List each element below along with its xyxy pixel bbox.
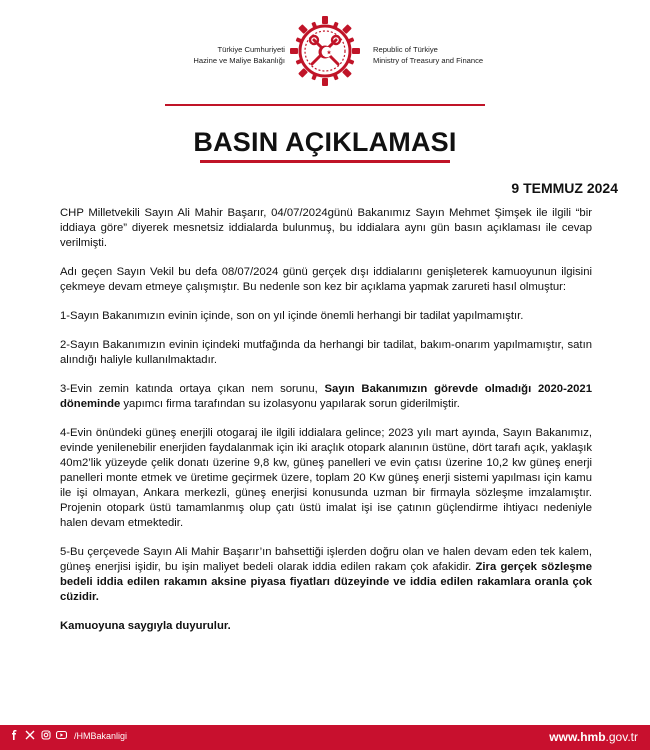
paragraph-intro: CHP Milletvekili Sayın Ali Mahir Başarır, 04/07/2024günü Bakanımız Sayın Mehmet Şimşek ile ilgili “bir iddiaya göre” diyerek mesnetsiz iddialarda bulunmuş, bu iddialara aynı gün basın açıklaması ile cevap verilmişti. [60,207,592,249]
paragraph-item-1: 1-Sayın Bakanımızın evinin içinde, son on yıl içinde önemli herhangi bir tadilat yapılmamıştır. [60,310,524,322]
facebook-icon[interactable] [8,730,19,741]
paragraph-context: Adı geçen Sayın Vekil bu defa 08/07/2024 günü gerçek dışı iddialarını genişleterek kamuoyunun ilgisini çekmeye devam etmeye çalışmıştır. Bu nedenle son kez bir açıklama yapmak zarureti hasıl olmuştur: [60,266,592,293]
footer-bar [0,725,650,750]
x-icon[interactable] [24,730,35,741]
paragraph-item-3 [60,382,592,412]
youtube-icon[interactable] [56,730,67,741]
social-handle[interactable]: /HMBakanligi [74,730,128,741]
paragraph-item-4: 4-Evin önündeki güneş enerjili otogaraj ile ilgili iddialara gelince; 2023 yılı mart ayında, Sayın Bakanımız, evinde yenilenebilir enerjiden faydalanmak için iki araçlık otopark alanının üstüne, dört tarafı açık, yaklaşık 40m2’lik yüzeyde çelik donatı üzerine 9,8 kw, güneş panelleri ve evin çatısı üzerine 10,2 kw güneş enerji panelleri monte etmek ve üretime geçirmek üzere, toplam 20 Kw güneş enerji sistemi yapılması için kamu ile işi olmayan, Ankara merkezli, güneş enerjisi konusunda uzman bir firmayla sözleşme imzalamıştır. Projenin otopark üstü tamamlanmış olup çatı üstü imalat işi ise çatının güçlendirme ihtiyacı nedeniyle halen devam etmektedir. [60,427,592,529]
website-domain-part: .gov.tr [605,730,638,744]
title-underline [200,160,450,163]
document-body [60,206,592,648]
header-divider [165,104,485,106]
social-links [8,730,127,741]
ministry-en-line2: Ministry of Treasury and Finance [373,56,484,65]
item-3-bold-text: Sayın Bakanımızın görevde olmadığı 2020-2021 döneminde [60,383,592,410]
document-date: 9 TEMMUZ 2024 [511,180,618,196]
ministry-emblem-logo [288,14,362,88]
document-title: BASIN AÇIKLAMASI [193,127,457,157]
item-3-text-c: yapımcı firma tarafından su izolasyonu yapılarak sorun giderilmiştir. [120,398,460,410]
instagram-icon[interactable] [40,730,51,741]
item-5-bold-text: Zira gerçek sözleşme bedeli iddia edilen rakamın aksine piyasa fiyatları düzeyinde ve iddia edilen rakamlara oranla çok cüzidir. [60,561,592,603]
item-3-text-a: 3-Evin zemin katında ortaya çıkan nem sorunu, [60,383,325,395]
paragraph-closing: Kamuoyuna saygıyla duyurulur. [60,620,231,632]
website-bold-part: www.hmb [549,730,606,744]
paragraph-item-2: 2-Sayın Bakanımızın evinin içindeki mutfağında da herhangi bir tadilat, bakım-onarım yapılmamıştır, satın alındığı haliyle kullanılmaktadır. [60,339,592,366]
ministry-name-english [373,44,483,66]
item-5-text-a: 5-Bu çerçevede Sayın Ali Mahir Başarır’ın bahsettiği işlerden doğru olan ve halen devam eden tek kalem, güneş enerjisi işidir, bu işin maliyet bedeli olarak iddia edilen rakam çok afakidir. [60,546,592,573]
paragraph-item-5 [60,545,592,605]
ministry-tr-line1: Türkiye Cumhuriyeti [217,45,285,54]
website-link[interactable] [549,730,638,744]
ministry-name-turkish [193,44,285,66]
ministry-en-line1: Republic of Türkiye [373,45,438,54]
ministry-tr-line2: Hazine ve Maliye Bakanlığı [193,56,285,65]
letterhead [0,8,650,94]
